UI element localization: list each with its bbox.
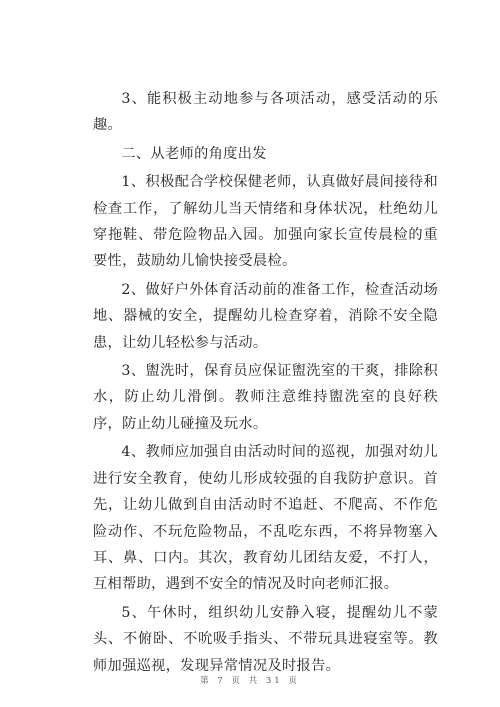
document-body	[93, 86, 438, 681]
paragraph-point-3-participation: 3、能积极主动地参与各项活动，感受活动的乐趣。	[93, 91, 438, 134]
paragraph-nap-time: 5、午休时，组织幼儿安静入寝，提醒幼儿不蒙头、不俯卧、不吮吸手指头、不带玩具进寝室等。教师加强巡视，发现异常情况及时报告。	[93, 604, 438, 674]
section-heading-teacher-perspective: 二、从老师的角度出发	[121, 145, 267, 162]
paragraph-outdoor-activity: 2、做好户外体育活动前的准备工作，检查活动场地、器械的安全，提醒幼儿检查穿着，消除不安全隐患，让幼儿轻松参与活动。	[93, 281, 438, 351]
paragraph-washroom: 3、盥洗时，保育员应保证盥洗室的干爽，排除积水，防止幼儿滑倒。教师注意维持盥洗室的良好秩序，防止幼儿碰撞及玩水。	[93, 363, 438, 432]
page-number-footer: 第 7 页 共 31 页	[200, 676, 300, 686]
paragraph-morning-check: 1、积极配合学校保健老师，认真做好晨间接待和检查工作，了解幼儿当天情绪和身体状况，杜绝幼儿穿拖鞋、带危险物品入园。加强向家长宣传晨检的重要性，鼓励幼儿愉快接受晨检。	[93, 174, 438, 270]
paragraph-free-activity: 4、教师应加强自由活动时间的巡视，加强对幼儿进行安全教育，使幼儿形成较强的自我防护意识。首先，让幼儿做到自由活动时不追赶、不爬高、不作危险动作、不玩危险物品，不乱吃东西，不将异物塞入耳、鼻、口内。其次，教育幼儿团结友爱，不打人，互相帮助，遇到不安全的情况及时向老师汇报。	[93, 444, 438, 593]
